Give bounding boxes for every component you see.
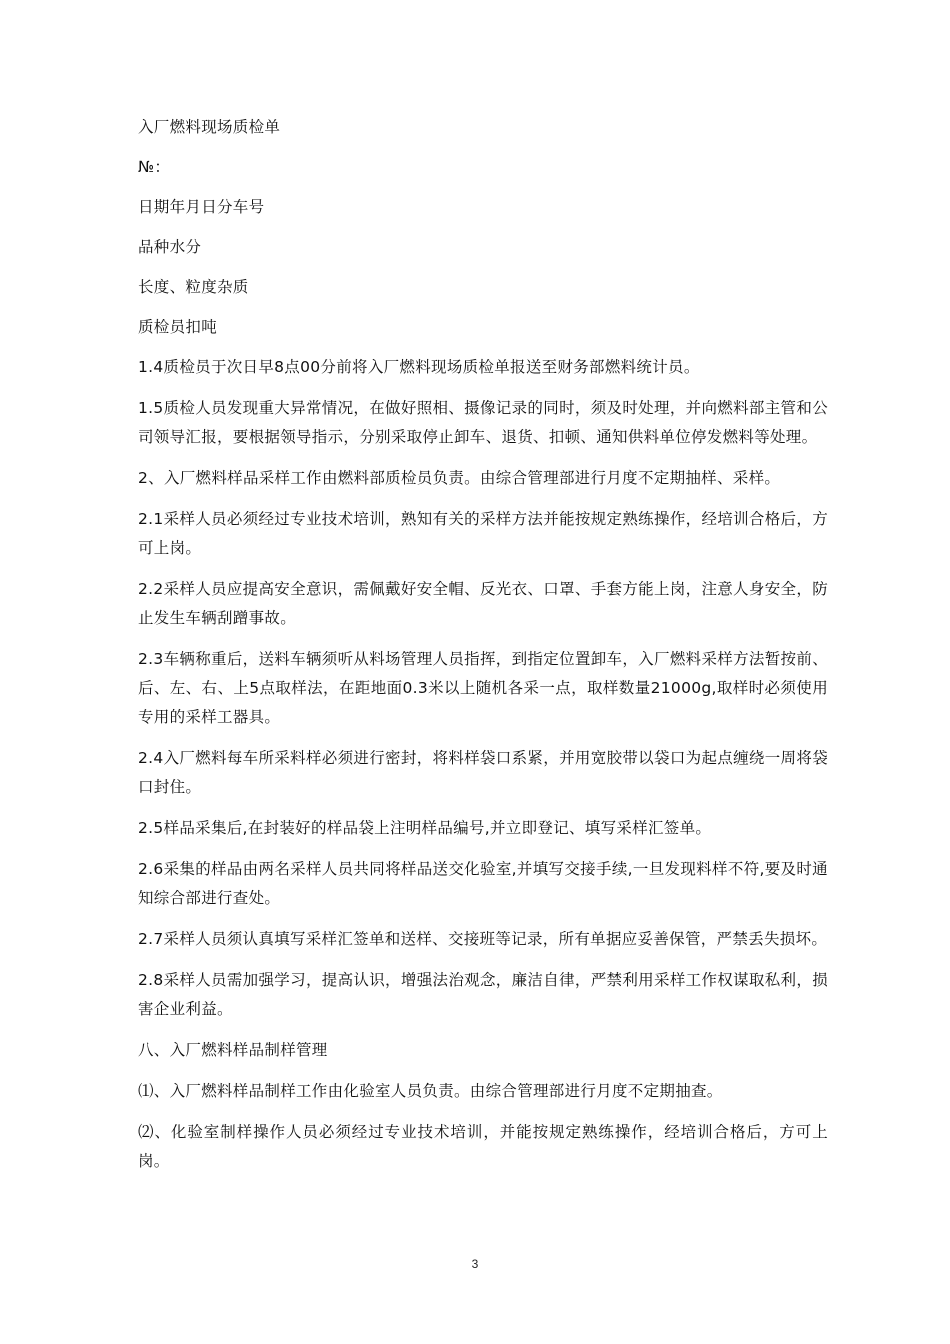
form-field-inspector-deduction: 质检员扣吨 [138, 318, 218, 336]
form-field-variety-moisture: 品种水分 [138, 238, 202, 256]
clause-2-3: 2.3车辆称重后，送料车辆须听从料场管理人员指挥，到指定位置卸车，入厂燃料采样方法暂按前、后、左、右、上5点取样法，在距地面0.3米以上随机各采一点，取样数量21000g,取样时必须使用专用的采样工器具。 [138, 650, 828, 726]
clause-1-5: 1.5质检人员发现重大异常情况，在做好照相、摄像记录的同时，须及时处理，并向燃料部主管和公司领导汇报，要根据领导指示，分别采取停止卸车、退货、扣顿、通知供料单位停发燃料等处理。 [138, 399, 828, 446]
form-title: 入厂燃料现场质检单 [138, 118, 281, 136]
clause-2-8: 2.8采样人员需加强学习，提高认识，增强法治观念，廉洁自律，严禁利用采样工作权谋取私利，损害企业利益。 [138, 971, 828, 1018]
clause-2-2: 2.2采样人员应提高安全意识，需佩戴好安全帽、反光衣、口罩、手套方能上岗，注意人身安全，防止发生车辆刮蹭事故。 [138, 580, 828, 627]
item-2: ⑵、化验室制样操作人员必须经过专业技术培训，并能按规定熟练操作，经培训合格后，方可上岗。 [138, 1123, 828, 1170]
form-number-label: №： [138, 158, 171, 176]
page-number: 3 [471, 1257, 479, 1271]
document-body [138, 113, 828, 1188]
clause-2-5: 2.5样品采集后,在封装好的样品袋上注明样品编号,并立即登记、填写采样汇签单。 [138, 819, 712, 837]
clause-2-4: 2.4入厂燃料每车所采料样必须进行密封，将料样袋口系紧，并用宽胶带以袋口为起点缠绕一周将袋口封住。 [138, 749, 828, 796]
clause-2: 2、入厂燃料样品采样工作由燃料部质检员负责。由综合管理部进行月度不定期抽样、采样。 [138, 469, 781, 487]
clause-2-7: 2.7采样人员须认真填写采样汇签单和送样、交接班等记录，所有单据应妥善保管，严禁丢失损坏。 [138, 930, 828, 948]
clause-1-4: 1.4质检员于次日早8点00分前将入厂燃料现场质检单报送至财务部燃料统计员。 [138, 358, 700, 376]
section-heading-8: 八、入厂燃料样品制样管理 [138, 1041, 328, 1059]
form-field-date-vehicle: 日期年月日分车号 [138, 198, 265, 216]
item-1: ⑴、入厂燃料样品制样工作由化验室人员负责。由综合管理部进行月度不定期抽查。 [138, 1082, 723, 1100]
form-field-length-impurity: 长度、粒度杂质 [138, 278, 249, 296]
clause-2-6: 2.6采集的样品由两名采样人员共同将样品送交化验室,并填写交接手续,一旦发现料样不符,要及时通知综合部进行查处。 [138, 860, 828, 907]
clause-2-1: 2.1采样人员必须经过专业技术培训，熟知有关的采样方法并能按规定熟练操作，经培训合格后，方可上岗。 [138, 510, 828, 557]
